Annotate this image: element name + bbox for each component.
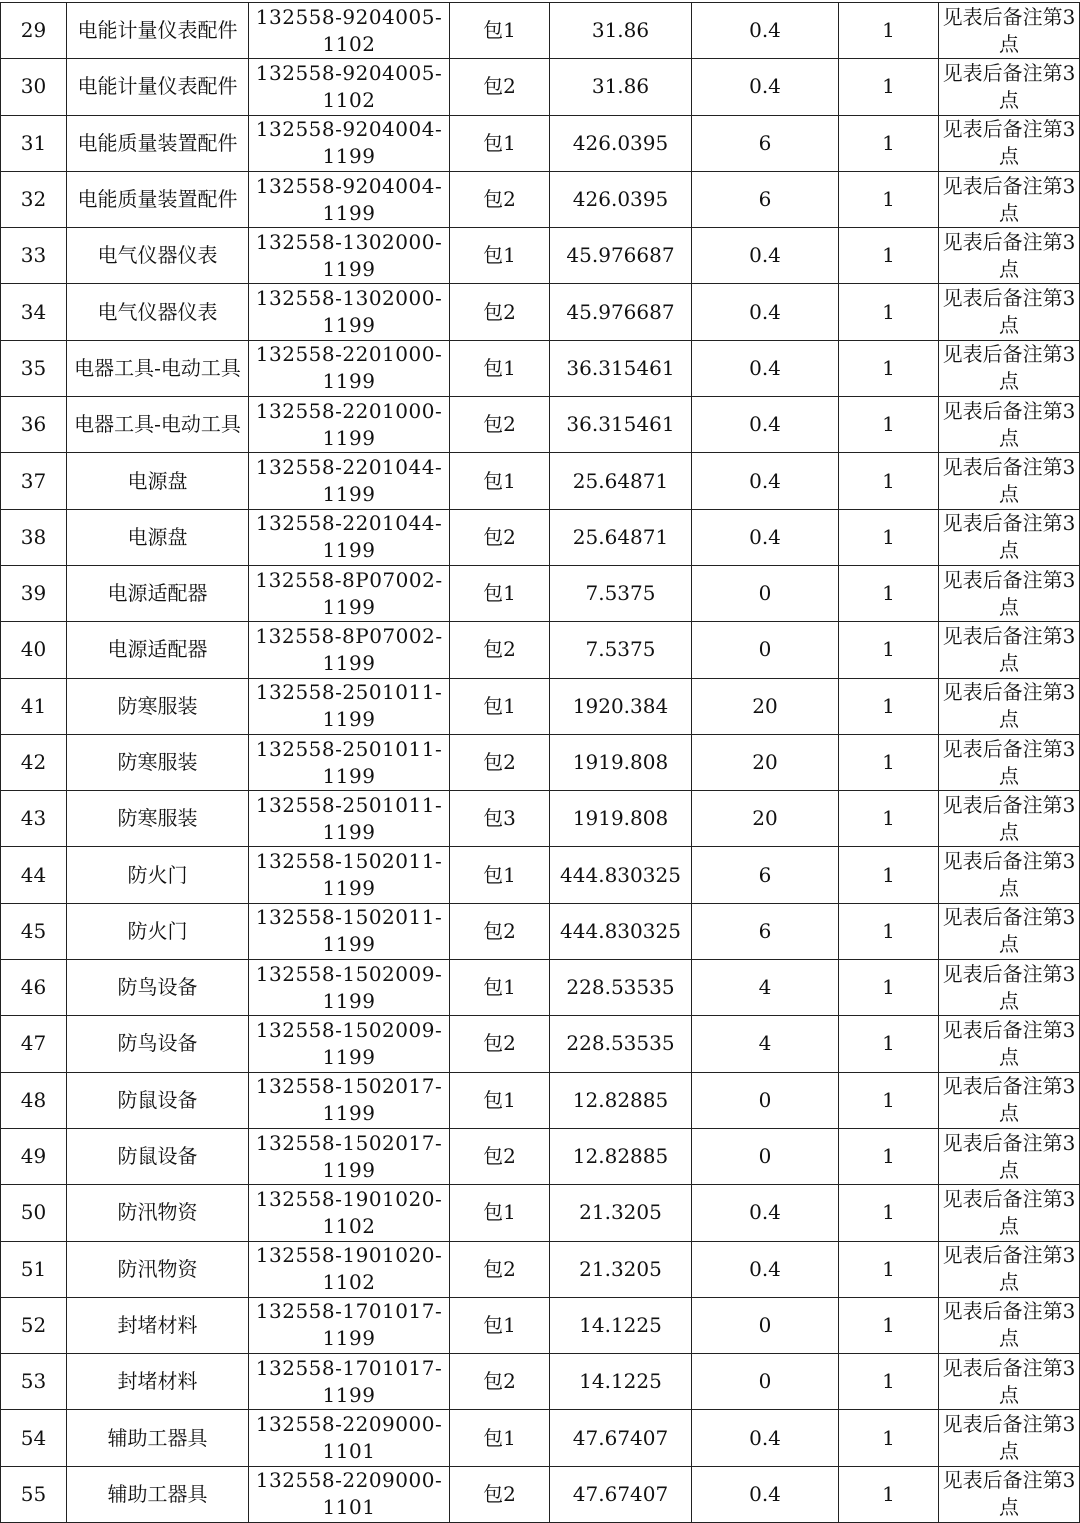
package-cell: 包1	[450, 453, 550, 509]
table-row	[1, 734, 1080, 790]
row-number-cell: 30	[1, 59, 67, 115]
row-number-cell: 53	[1, 1354, 67, 1410]
bond-cell: 0.4	[692, 340, 839, 396]
table-row	[1, 509, 1080, 565]
package-cell: 包2	[450, 171, 550, 227]
remark-cell: 见表后备注第3点	[939, 903, 1080, 959]
row-number-cell: 45	[1, 903, 67, 959]
row-number-cell: 55	[1, 1466, 67, 1522]
row-number-cell: 34	[1, 284, 67, 340]
amount-cell: 21.3205	[550, 1185, 692, 1241]
amount-cell: 31.86	[550, 3, 692, 59]
item-name-cell: 防寒服装	[67, 791, 249, 847]
amount-cell: 426.0395	[550, 115, 692, 171]
remark-cell: 见表后备注第3点	[939, 453, 1080, 509]
remark-cell: 见表后备注第3点	[939, 1072, 1080, 1128]
bond-cell: 4	[692, 1016, 839, 1072]
package-cell: 包2	[450, 59, 550, 115]
bond-cell: 20	[692, 734, 839, 790]
bond-cell: 0	[692, 1072, 839, 1128]
amount-cell: 228.53535	[550, 1016, 692, 1072]
amount-cell: 7.5375	[550, 622, 692, 678]
bond-cell: 6	[692, 171, 839, 227]
quantity-cell: 1	[839, 115, 939, 171]
item-name-cell: 防汛物资	[67, 1185, 249, 1241]
remark-cell: 见表后备注第3点	[939, 59, 1080, 115]
row-number-cell: 46	[1, 960, 67, 1016]
table-row	[1, 960, 1080, 1016]
package-cell: 包1	[450, 1185, 550, 1241]
item-name-cell: 电气仪器仪表	[67, 228, 249, 284]
package-cell: 包1	[450, 960, 550, 1016]
remark-cell: 见表后备注第3点	[939, 1297, 1080, 1353]
remark-cell: 见表后备注第3点	[939, 1354, 1080, 1410]
bond-cell: 6	[692, 115, 839, 171]
table-row	[1, 171, 1080, 227]
item-name-cell: 电能计量仪表配件	[67, 59, 249, 115]
quantity-cell: 1	[839, 171, 939, 227]
bond-cell: 0.4	[692, 453, 839, 509]
amount-cell: 7.5375	[550, 565, 692, 621]
package-cell: 包2	[450, 1128, 550, 1184]
quantity-cell: 1	[839, 1128, 939, 1184]
bond-cell: 20	[692, 678, 839, 734]
item-name-cell: 防寒服装	[67, 734, 249, 790]
quantity-cell: 1	[839, 228, 939, 284]
item-code-cell: 132558-9204004-1199	[249, 115, 450, 171]
row-number-cell: 39	[1, 565, 67, 621]
remark-cell: 见表后备注第3点	[939, 509, 1080, 565]
amount-cell: 12.82885	[550, 1128, 692, 1184]
row-number-cell: 52	[1, 1297, 67, 1353]
bond-cell: 0.4	[692, 509, 839, 565]
remark-cell: 见表后备注第3点	[939, 171, 1080, 227]
table-row	[1, 340, 1080, 396]
item-code-cell: 132558-2201044-1199	[249, 509, 450, 565]
package-cell: 包2	[450, 1016, 550, 1072]
quantity-cell: 1	[839, 453, 939, 509]
item-name-cell: 辅助工器具	[67, 1466, 249, 1522]
row-number-cell: 47	[1, 1016, 67, 1072]
item-name-cell: 防寒服装	[67, 678, 249, 734]
item-code-cell: 132558-1901020-1102	[249, 1185, 450, 1241]
package-cell: 包1	[450, 340, 550, 396]
amount-cell: 14.1225	[550, 1297, 692, 1353]
quantity-cell: 1	[839, 678, 939, 734]
table-row	[1, 115, 1080, 171]
amount-cell: 45.976687	[550, 284, 692, 340]
bid-package-table	[0, 2, 1080, 1523]
package-cell: 包2	[450, 734, 550, 790]
table-row	[1, 284, 1080, 340]
item-code-cell: 132558-1701017-1199	[249, 1297, 450, 1353]
item-name-cell: 电器工具-电动工具	[67, 340, 249, 396]
item-code-cell: 132558-1502017-1199	[249, 1072, 450, 1128]
table-row	[1, 791, 1080, 847]
amount-cell: 12.82885	[550, 1072, 692, 1128]
bond-cell: 0.4	[692, 284, 839, 340]
item-code-cell: 132558-2501011-1199	[249, 734, 450, 790]
quantity-cell: 1	[839, 791, 939, 847]
bond-cell: 0.4	[692, 59, 839, 115]
remark-cell: 见表后备注第3点	[939, 734, 1080, 790]
table-row	[1, 397, 1080, 453]
row-number-cell: 37	[1, 453, 67, 509]
row-number-cell: 31	[1, 115, 67, 171]
item-name-cell: 防鸟设备	[67, 960, 249, 1016]
item-name-cell: 电源盘	[67, 509, 249, 565]
amount-cell: 25.64871	[550, 509, 692, 565]
item-code-cell: 132558-1502017-1199	[249, 1128, 450, 1184]
table-body	[1, 3, 1080, 1523]
remark-cell: 见表后备注第3点	[939, 678, 1080, 734]
package-cell: 包1	[450, 115, 550, 171]
package-cell: 包2	[450, 903, 550, 959]
item-name-cell: 防火门	[67, 847, 249, 903]
row-number-cell: 44	[1, 847, 67, 903]
row-number-cell: 29	[1, 3, 67, 59]
quantity-cell: 1	[839, 1185, 939, 1241]
package-cell: 包1	[450, 565, 550, 621]
item-code-cell: 132558-2201000-1199	[249, 397, 450, 453]
table-row	[1, 678, 1080, 734]
bond-cell: 0	[692, 1354, 839, 1410]
row-number-cell: 32	[1, 171, 67, 227]
quantity-cell: 1	[839, 1354, 939, 1410]
row-number-cell: 35	[1, 340, 67, 396]
item-code-cell: 132558-1502011-1199	[249, 903, 450, 959]
quantity-cell: 1	[839, 340, 939, 396]
item-code-cell: 132558-2209000-1101	[249, 1410, 450, 1466]
bond-cell: 0.4	[692, 1185, 839, 1241]
bond-cell: 20	[692, 791, 839, 847]
item-name-cell: 防汛物资	[67, 1241, 249, 1297]
quantity-cell: 1	[839, 397, 939, 453]
package-cell: 包1	[450, 1297, 550, 1353]
package-cell: 包1	[450, 847, 550, 903]
item-name-cell: 防火门	[67, 903, 249, 959]
quantity-cell: 1	[839, 1410, 939, 1466]
table-row	[1, 453, 1080, 509]
item-name-cell: 电能质量装置配件	[67, 115, 249, 171]
row-number-cell: 54	[1, 1410, 67, 1466]
item-code-cell: 132558-1701017-1199	[249, 1354, 450, 1410]
row-number-cell: 42	[1, 734, 67, 790]
amount-cell: 36.315461	[550, 340, 692, 396]
remark-cell: 见表后备注第3点	[939, 847, 1080, 903]
amount-cell: 444.830325	[550, 903, 692, 959]
amount-cell: 31.86	[550, 59, 692, 115]
bond-cell: 0	[692, 1297, 839, 1353]
table-row	[1, 1354, 1080, 1410]
package-cell: 包2	[450, 622, 550, 678]
package-cell: 包2	[450, 1241, 550, 1297]
quantity-cell: 1	[839, 59, 939, 115]
item-code-cell: 132558-1502009-1199	[249, 1016, 450, 1072]
amount-cell: 45.976687	[550, 228, 692, 284]
item-code-cell: 132558-2501011-1199	[249, 791, 450, 847]
quantity-cell: 1	[839, 3, 939, 59]
item-code-cell: 132558-9204005-1102	[249, 3, 450, 59]
row-number-cell: 43	[1, 791, 67, 847]
remark-cell: 见表后备注第3点	[939, 228, 1080, 284]
package-cell: 包1	[450, 1072, 550, 1128]
bond-cell: 0.4	[692, 1241, 839, 1297]
amount-cell: 36.315461	[550, 397, 692, 453]
item-code-cell: 132558-1901020-1102	[249, 1241, 450, 1297]
amount-cell: 25.64871	[550, 453, 692, 509]
table-row	[1, 565, 1080, 621]
bond-cell: 0.4	[692, 1466, 839, 1522]
table-row	[1, 1185, 1080, 1241]
amount-cell: 1920.384	[550, 678, 692, 734]
remark-cell: 见表后备注第3点	[939, 960, 1080, 1016]
item-name-cell: 防鼠设备	[67, 1128, 249, 1184]
table-row	[1, 1128, 1080, 1184]
bond-cell: 6	[692, 847, 839, 903]
package-cell: 包2	[450, 1354, 550, 1410]
row-number-cell: 50	[1, 1185, 67, 1241]
amount-cell: 21.3205	[550, 1241, 692, 1297]
package-cell: 包2	[450, 509, 550, 565]
amount-cell: 444.830325	[550, 847, 692, 903]
bond-cell: 0.4	[692, 228, 839, 284]
row-number-cell: 51	[1, 1241, 67, 1297]
remark-cell: 见表后备注第3点	[939, 1016, 1080, 1072]
table-row	[1, 847, 1080, 903]
remark-cell: 见表后备注第3点	[939, 565, 1080, 621]
package-cell: 包2	[450, 397, 550, 453]
amount-cell: 426.0395	[550, 171, 692, 227]
bond-cell: 0	[692, 622, 839, 678]
quantity-cell: 1	[839, 1016, 939, 1072]
remark-cell: 见表后备注第3点	[939, 1410, 1080, 1466]
amount-cell: 228.53535	[550, 960, 692, 1016]
item-name-cell: 电器工具-电动工具	[67, 397, 249, 453]
quantity-cell: 1	[839, 1297, 939, 1353]
item-code-cell: 132558-1502009-1199	[249, 960, 450, 1016]
remark-cell: 见表后备注第3点	[939, 1185, 1080, 1241]
item-code-cell: 132558-2201000-1199	[249, 340, 450, 396]
quantity-cell: 1	[839, 509, 939, 565]
table-row	[1, 1466, 1080, 1522]
bond-cell: 0	[692, 1128, 839, 1184]
remark-cell: 见表后备注第3点	[939, 397, 1080, 453]
table-row	[1, 622, 1080, 678]
table-row	[1, 1072, 1080, 1128]
item-name-cell: 封堵材料	[67, 1297, 249, 1353]
bond-cell: 0.4	[692, 397, 839, 453]
item-name-cell: 电源适配器	[67, 565, 249, 621]
remark-cell: 见表后备注第3点	[939, 1466, 1080, 1522]
bond-cell: 0.4	[692, 1410, 839, 1466]
row-number-cell: 41	[1, 678, 67, 734]
quantity-cell: 1	[839, 284, 939, 340]
item-name-cell: 防鼠设备	[67, 1072, 249, 1128]
quantity-cell: 1	[839, 565, 939, 621]
item-code-cell: 132558-1302000-1199	[249, 228, 450, 284]
table-row	[1, 1016, 1080, 1072]
quantity-cell: 1	[839, 622, 939, 678]
row-number-cell: 36	[1, 397, 67, 453]
row-number-cell: 33	[1, 228, 67, 284]
item-code-cell: 132558-8P07002-1199	[249, 622, 450, 678]
item-code-cell: 132558-1302000-1199	[249, 284, 450, 340]
row-number-cell: 40	[1, 622, 67, 678]
item-code-cell: 132558-2501011-1199	[249, 678, 450, 734]
table-row	[1, 59, 1080, 115]
remark-cell: 见表后备注第3点	[939, 340, 1080, 396]
row-number-cell: 48	[1, 1072, 67, 1128]
item-name-cell: 电源盘	[67, 453, 249, 509]
remark-cell: 见表后备注第3点	[939, 1241, 1080, 1297]
remark-cell: 见表后备注第3点	[939, 284, 1080, 340]
package-cell: 包1	[450, 1410, 550, 1466]
package-cell: 包1	[450, 228, 550, 284]
row-number-cell: 49	[1, 1128, 67, 1184]
row-number-cell: 38	[1, 509, 67, 565]
item-name-cell: 封堵材料	[67, 1354, 249, 1410]
table-row	[1, 3, 1080, 59]
package-cell: 包1	[450, 678, 550, 734]
bond-cell: 0	[692, 565, 839, 621]
item-name-cell: 电源适配器	[67, 622, 249, 678]
quantity-cell: 1	[839, 903, 939, 959]
remark-cell: 见表后备注第3点	[939, 1128, 1080, 1184]
remark-cell: 见表后备注第3点	[939, 3, 1080, 59]
item-code-cell: 132558-1502011-1199	[249, 847, 450, 903]
amount-cell: 1919.808	[550, 791, 692, 847]
table-row	[1, 1410, 1080, 1466]
quantity-cell: 1	[839, 960, 939, 1016]
amount-cell: 14.1225	[550, 1354, 692, 1410]
item-code-cell: 132558-9204004-1199	[249, 171, 450, 227]
remark-cell: 见表后备注第3点	[939, 791, 1080, 847]
item-code-cell: 132558-2209000-1101	[249, 1466, 450, 1522]
quantity-cell: 1	[839, 1241, 939, 1297]
package-cell: 包1	[450, 3, 550, 59]
remark-cell: 见表后备注第3点	[939, 115, 1080, 171]
table-row	[1, 903, 1080, 959]
item-code-cell: 132558-2201044-1199	[249, 453, 450, 509]
quantity-cell: 1	[839, 1466, 939, 1522]
quantity-cell: 1	[839, 847, 939, 903]
item-name-cell: 电能质量装置配件	[67, 171, 249, 227]
package-cell: 包2	[450, 284, 550, 340]
amount-cell: 47.67407	[550, 1410, 692, 1466]
quantity-cell: 1	[839, 734, 939, 790]
package-cell: 包3	[450, 791, 550, 847]
item-code-cell: 132558-9204005-1102	[249, 59, 450, 115]
remark-cell: 见表后备注第3点	[939, 622, 1080, 678]
quantity-cell: 1	[839, 1072, 939, 1128]
item-name-cell: 电气仪器仪表	[67, 284, 249, 340]
bond-cell: 6	[692, 903, 839, 959]
amount-cell: 47.67407	[550, 1466, 692, 1522]
item-name-cell: 辅助工器具	[67, 1410, 249, 1466]
amount-cell: 1919.808	[550, 734, 692, 790]
bond-cell: 4	[692, 960, 839, 1016]
package-cell: 包2	[450, 1466, 550, 1522]
table-row	[1, 1241, 1080, 1297]
bond-cell: 0.4	[692, 3, 839, 59]
item-code-cell: 132558-8P07002-1199	[249, 565, 450, 621]
table-row	[1, 1297, 1080, 1353]
item-name-cell: 防鸟设备	[67, 1016, 249, 1072]
table-row	[1, 228, 1080, 284]
item-name-cell: 电能计量仪表配件	[67, 3, 249, 59]
